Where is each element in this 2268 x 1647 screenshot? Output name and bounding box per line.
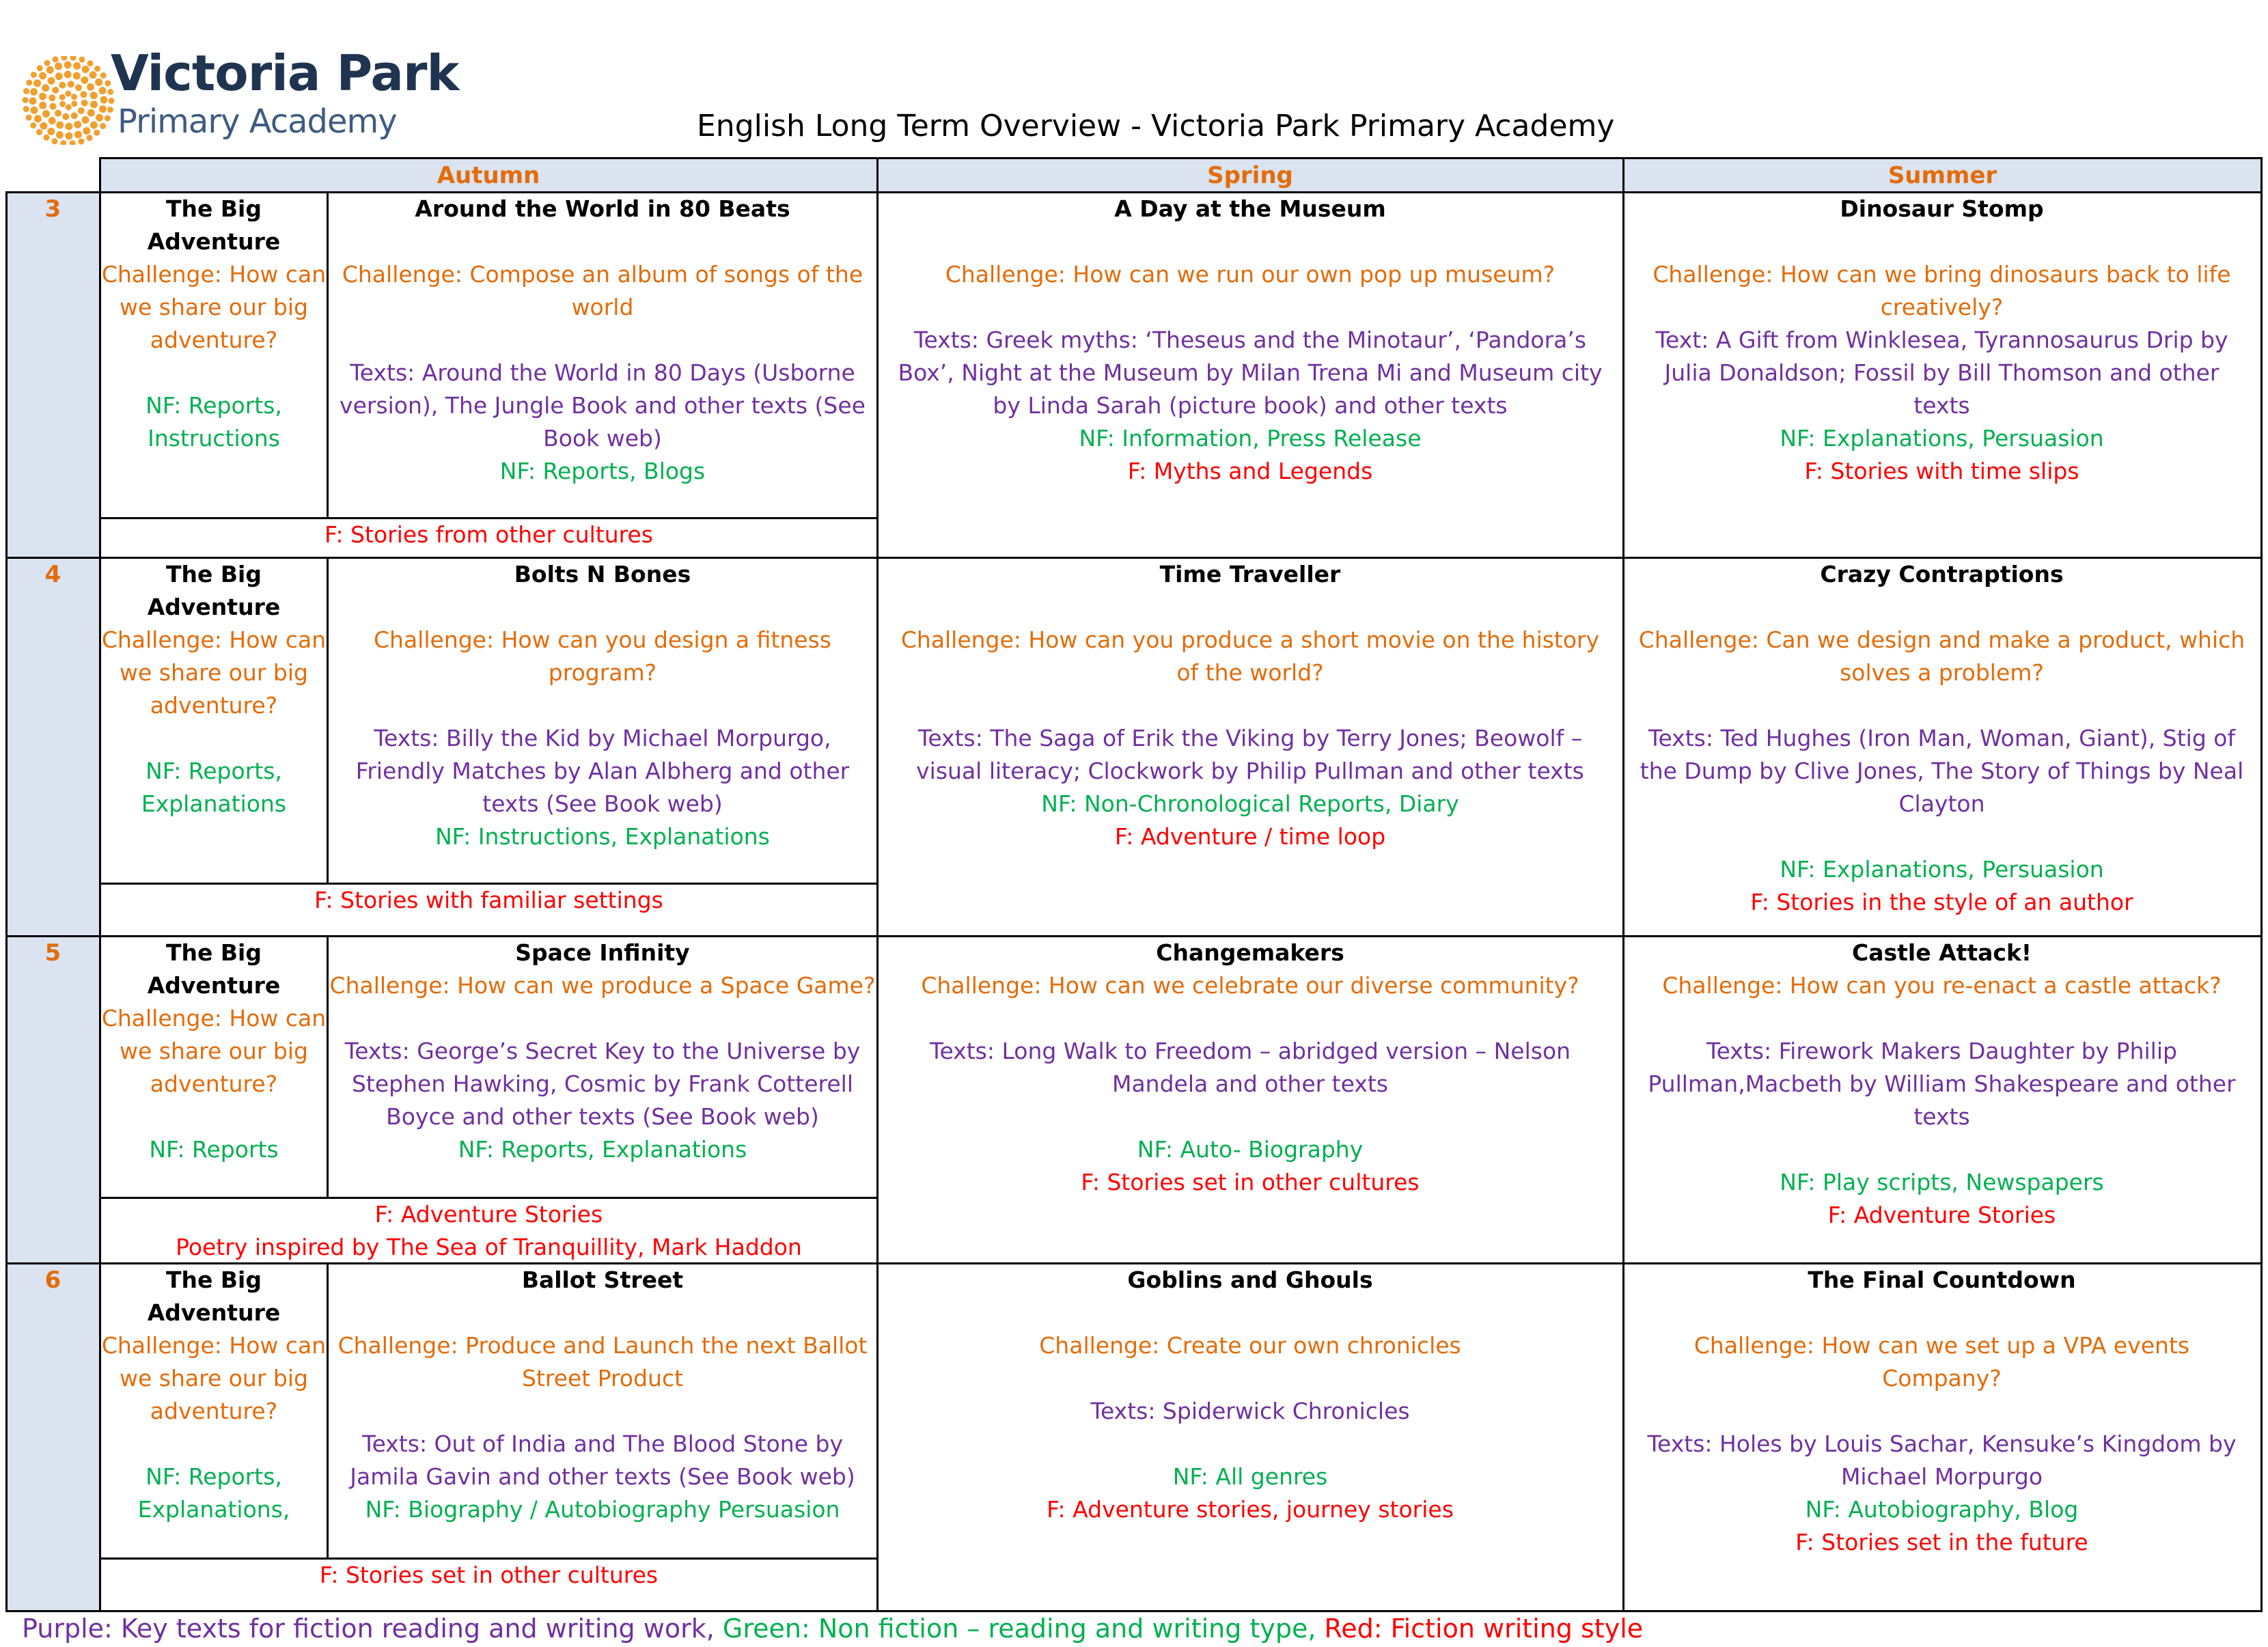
logo-dot — [87, 135, 93, 141]
autumn-fiction-cell — [101, 1559, 876, 1592]
topic-title: Crazy Contraptions — [1820, 561, 2064, 587]
fiction-text: F: Adventure stories, journey stories — [1047, 1496, 1454, 1523]
logo-dot — [23, 97, 29, 103]
summer-topic-cell — [1636, 937, 2248, 1232]
logo-dot — [46, 66, 54, 74]
fiction-text: F: Stories from other cultures — [324, 521, 653, 548]
logo-dot — [39, 72, 46, 79]
autumn-topic-cell — [329, 193, 876, 488]
logo-dot — [42, 84, 49, 92]
texts-list: Texts: Around the World in 80 Days (Usborne version), The Jungle Book and other texts (See Book web) — [340, 359, 866, 452]
spring-topic-cell — [888, 1264, 1612, 1526]
logo-dot — [70, 140, 76, 145]
logo-dot — [23, 88, 29, 94]
texts-list: Texts: Out of India and The Blood Stone by Jamila Gavin and other texts (See Book web) — [350, 1430, 855, 1490]
logo-dot — [59, 101, 66, 107]
topic-title: Bolts N Bones — [514, 561, 691, 587]
sunburst-dots-icon — [20, 56, 116, 145]
big-adventure-cell — [101, 937, 327, 1166]
logo-dot — [31, 107, 38, 114]
topic-title: The Big Adventure — [147, 1267, 281, 1326]
logo-dot — [79, 57, 85, 63]
logo-dot — [90, 122, 98, 129]
challenge-text: Challenge: How can you design a fitness program? — [374, 626, 831, 686]
topic-title: Dinosaur Stomp — [1840, 195, 2044, 222]
summer-topic-cell — [1636, 1264, 2248, 1559]
logo-dot — [30, 88, 38, 96]
logo-dot — [47, 128, 55, 135]
logo-dot — [55, 110, 61, 117]
nonfiction-text: NF: Explanations, Persuasion — [1780, 425, 2104, 452]
topic-title: The Big Adventure — [147, 561, 281, 620]
fiction-text: F: Stories set in the future — [1795, 1529, 2088, 1555]
topic-title: The Big Adventure — [147, 195, 281, 255]
challenge-text: Challenge: How can we share our big adventure? — [101, 1005, 327, 1097]
logo-dot — [26, 115, 32, 121]
logo-dot — [75, 84, 82, 91]
challenge-text: Challenge: How can we run our own pop up museum? — [945, 261, 1555, 288]
logo-dot — [65, 123, 72, 130]
challenge-text: Challenge: How can we share our big adventure? — [101, 261, 327, 353]
legend-red: Red: Fiction writing style — [1324, 1614, 1644, 1644]
texts-list: Texts: Long Walk to Freedom – abridged version – Nelson Mandela and other texts — [929, 1038, 1571, 1097]
fiction-text: F: Adventure / time loop — [1114, 823, 1386, 850]
fiction-text: F: Stories with familiar settings — [314, 887, 663, 913]
logo-dot — [81, 77, 88, 84]
topic-title: The Final Countdown — [1808, 1267, 2076, 1293]
logo-dot — [48, 77, 55, 85]
logo-dot — [87, 109, 95, 117]
challenge-text: Challenge: Produce and Launch the next Ballot Street Product — [337, 1332, 868, 1392]
challenge-text: Challenge: How can we set up a VPA events Company? — [1693, 1332, 2190, 1392]
summer-topic-cell — [1636, 558, 2248, 919]
logo-dot — [50, 103, 57, 110]
texts-list: Texts: Ted Hughes (Iron Man, Woman, Giant), Stig of the Dump by Clive Jones, The Story of Things by Neal Clayton — [1640, 725, 2244, 817]
logo-dot — [71, 112, 78, 119]
texts-list: Texts: Billy the Kid by Michael Morpurgo, Friendly Matches by Alan Albherg and other texts (See Book web) — [355, 725, 850, 817]
topic-title: Castle Attack! — [1851, 939, 2032, 966]
logo-dot — [40, 122, 47, 130]
logo-dot — [61, 56, 67, 61]
fiction-text: F: Stories with time slips — [1804, 458, 2079, 484]
logo-dot — [100, 72, 107, 79]
color-legend — [22, 1611, 1643, 1646]
logo-dot — [65, 133, 72, 140]
logo-dot — [65, 91, 71, 97]
logo-dot — [52, 138, 58, 144]
logo-dot — [73, 62, 81, 70]
logo-dot — [31, 72, 37, 78]
logo-dot — [68, 81, 74, 87]
logo-dot — [33, 79, 41, 87]
logo-dot — [74, 121, 81, 128]
year-column — [7, 193, 99, 1612]
big-adventure-cell — [101, 558, 327, 820]
topic-title: Changemakers — [1156, 939, 1344, 966]
logo-dot — [81, 100, 88, 107]
year-label: 5 — [44, 939, 61, 967]
texts-list: Texts: Spiderwick Chronicles — [1090, 1398, 1410, 1424]
logo-dot — [73, 72, 81, 80]
logo-dot — [94, 66, 100, 72]
logo-school-name: Victoria Park — [111, 44, 459, 102]
year-label: 3 — [44, 195, 61, 223]
nonfiction-text: NF: Explanations, Persuasion — [1780, 856, 2104, 883]
logo-dot — [44, 60, 51, 66]
fiction-text: F: Adventure Stories — [1827, 1202, 2056, 1228]
nonfiction-text: NF: Reports, Explanations, — [137, 1463, 290, 1523]
nonfiction-text: NF: Reports, Instructions — [146, 392, 282, 452]
summer-topic-cell — [1636, 193, 2248, 488]
logo-dot — [29, 97, 37, 105]
spring-topic-cell — [888, 558, 1612, 853]
nonfiction-text: NF: Reports — [149, 1136, 279, 1163]
big-adventure-cell — [101, 1264, 327, 1526]
big-adventure-cell — [101, 193, 327, 455]
topic-title: Space Infinity — [515, 939, 690, 966]
topic-title: Around the World in 80 Beats — [415, 195, 790, 222]
logo-school-subtitle: Primary Academy — [117, 102, 397, 141]
logo-dot — [56, 131, 64, 139]
texts-list: Texts: Greek myths: ‘Theseus and the Minotaur’, ‘Pandora’s Box’, Night at the Museum by Milan Trena Mi and Museum city by Linda Sarah (picture book) and other texts — [898, 327, 1603, 419]
logo-dot — [82, 66, 89, 73]
logo-dot — [36, 129, 42, 135]
logo-dot — [90, 100, 98, 108]
logo-dot — [62, 113, 69, 120]
logo-dot — [34, 115, 42, 122]
texts-list: Texts: The Saga of Erik the Viking by Terry Jones; Beowolf – visual literacy; Clockwork by Philip Pullman and other texts — [916, 725, 1584, 784]
logo-dot — [64, 71, 72, 79]
term-header-autumn: Autumn — [437, 162, 540, 189]
challenge-text: Challenge: How can you produce a short movie on the history of the world? — [900, 626, 1600, 686]
logo-dot — [105, 115, 111, 122]
nonfiction-text: NF: Auto- Biography — [1137, 1136, 1364, 1163]
logo-dot — [56, 122, 64, 129]
texts-list: Texts: George’s Secret Key to the Universe by Stephen Hawking, Cosmic by Frank Cotterell Boyce and other texts (See Book web) — [344, 1038, 861, 1130]
logo-dot — [66, 105, 72, 111]
challenge-text: Challenge: Create our own chronicles — [1039, 1332, 1461, 1359]
challenge-text: Challenge: How can we share our big adventure? — [101, 626, 327, 719]
term-header-spring: Spring — [1207, 162, 1293, 189]
logo-dot — [64, 61, 72, 69]
autumn-topic-cell — [329, 558, 876, 853]
autumn-fiction-cell — [101, 884, 876, 917]
logo-dot — [49, 94, 55, 101]
logo-dot — [39, 93, 46, 100]
nonfiction-text: NF: Reports, Blogs — [499, 458, 706, 484]
spring-topic-cell — [888, 937, 1612, 1199]
challenge-text: Challenge: How can we bring dinosaurs back to life creatively? — [1652, 261, 2231, 320]
logo-dot — [71, 94, 77, 100]
logo-dot — [94, 130, 100, 136]
texts-list: Text: A Gift from Winklesea, Tyrannosaurus Drip by Julia Donaldson; Fossil by Bill Thomson and other texts — [1655, 327, 2228, 419]
year-label: 4 — [44, 561, 61, 588]
logo-dot — [42, 110, 50, 117]
challenge-text: Challenge: How can we share our big adventure? — [101, 1332, 327, 1424]
logo-dot — [100, 96, 108, 104]
nonfiction-text: NF: Play scripts, Newspapers — [1780, 1169, 2104, 1195]
fiction-text: F: Stories set in other cultures — [319, 1562, 659, 1588]
nonfiction-text: NF: All genres — [1172, 1463, 1328, 1490]
legend-purple: Purple: Key texts for fiction reading and writing work, — [22, 1614, 715, 1644]
nonfiction-text: NF: Reports, Explanations — [458, 1136, 747, 1163]
logo-dot — [78, 107, 85, 114]
logo-dot — [82, 116, 89, 124]
logo-dot — [71, 100, 77, 107]
logo-dot — [74, 131, 82, 139]
logo-dot — [83, 127, 90, 135]
nonfiction-text: NF: Information, Press Release — [1079, 425, 1422, 452]
fiction-text: F: Adventure Stories — [374, 1201, 603, 1228]
logo-dot — [53, 56, 59, 62]
challenge-text: Challenge: Can we design and make a product, which solves a problem? — [1638, 626, 2245, 686]
year-label: 6 — [44, 1267, 61, 1294]
autumn-fiction-cell — [101, 1198, 876, 1264]
autumn-fiction-cell — [101, 518, 876, 551]
fiction-text: F: Stories in the style of an author — [1750, 889, 2133, 915]
nonfiction-text: NF: Biography / Autobiography Persuasion — [365, 1496, 840, 1523]
fiction-text: F: Myths and Legends — [1127, 458, 1373, 484]
nonfiction-text: NF: Autobiography, Blog — [1805, 1496, 2079, 1523]
legend-green: Green: Non fiction – reading and writing type, — [722, 1614, 1316, 1644]
logo-dot — [59, 94, 66, 100]
topic-title: The Big Adventure — [147, 939, 281, 999]
logo-dot — [100, 123, 106, 129]
logo-dot — [39, 102, 46, 109]
texts-list: Texts: Firework Makers Daughter by Philip Pullman,Macbeth by William Shakespeare and other texts — [1648, 1038, 2236, 1130]
logo-dot — [60, 140, 66, 145]
logo-dot — [105, 80, 111, 86]
logo-dot — [30, 122, 36, 128]
logo-dot — [95, 79, 102, 86]
challenge-text: Challenge: How can we celebrate our diverse community? — [921, 972, 1579, 999]
logo-dot — [99, 105, 107, 113]
logo-dot — [52, 87, 59, 94]
topic-title: A Day at the Museum — [1114, 195, 1386, 222]
topic-title: Goblins and Ghouls — [1127, 1267, 1373, 1293]
fiction-text: F: Stories set in other cultures — [1081, 1169, 1420, 1195]
topic-title: Ballot Street — [521, 1267, 684, 1293]
logo-dot — [59, 82, 66, 89]
challenge-text: Challenge: How can you re-enact a castle attack? — [1662, 972, 2222, 999]
logo-dot — [87, 60, 94, 66]
logo-dot — [99, 87, 107, 94]
logo-dot — [80, 91, 87, 98]
logo-dot — [23, 106, 29, 112]
term-header-summer: Summer — [1887, 162, 1997, 189]
logo-dot — [37, 65, 43, 71]
autumn-topic-cell — [329, 937, 876, 1166]
poetry-text: Poetry inspired by The Sea of Tranquillity, Mark Haddon — [176, 1234, 802, 1260]
logo-dot — [55, 72, 63, 80]
logo-dot — [107, 107, 113, 113]
autumn-topic-cell — [329, 1264, 876, 1526]
document-title: English Long Term Overview - Victoria Park Primary Academy — [697, 109, 1615, 143]
logo-dot — [79, 139, 85, 145]
nonfiction-text: NF: Reports, Explanations — [141, 758, 287, 817]
nonfiction-text: NF: Instructions, Explanations — [435, 823, 770, 850]
texts-list: Texts: Holes by Louis Sachar, Kensuke’s Kingdom by Michael Morpurgo — [1647, 1430, 2237, 1490]
logo-dot — [55, 63, 62, 70]
challenge-text: Challenge: How can we produce a Space Game? — [329, 972, 876, 999]
logo-dot — [96, 114, 103, 122]
logo-dot — [87, 83, 94, 91]
nonfiction-text: NF: Non-Chronological Reports, Diary — [1041, 790, 1459, 817]
challenge-text: Challenge: Compose an album of songs of the world — [342, 261, 863, 320]
logo-dot — [26, 79, 32, 85]
logo-dot — [44, 135, 50, 141]
spring-topic-cell — [888, 193, 1612, 488]
logo-dot — [49, 117, 56, 124]
logo-dot — [90, 92, 98, 99]
logo-dot — [70, 56, 77, 61]
logo-dot — [89, 71, 97, 79]
topic-title: Time Traveller — [1159, 561, 1341, 587]
